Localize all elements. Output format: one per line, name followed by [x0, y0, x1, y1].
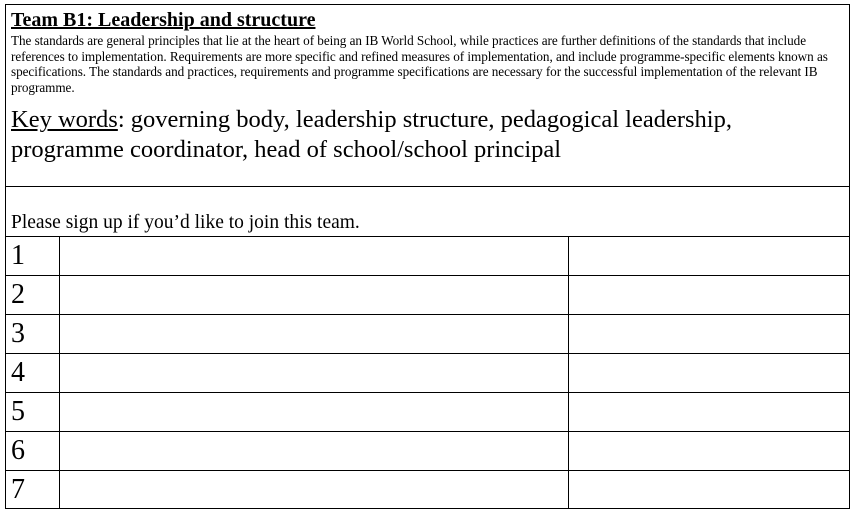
keywords: [11, 105, 844, 165]
row-number: 5: [11, 396, 25, 427]
row-number: 4: [11, 357, 25, 388]
table-row: [6, 315, 849, 354]
row-number: 2: [11, 279, 25, 310]
team-info-block: [6, 5, 849, 187]
table-row: [6, 354, 849, 393]
table-row: [6, 432, 849, 471]
name-cell[interactable]: [59, 315, 569, 353]
table-row: [6, 471, 849, 508]
team-title: Team B1: Leadership and structure: [11, 9, 316, 31]
team-description: The standards are general principles that lie at the heart of being an IB World School, while practices are further definitions of the standards that include references to implementation. Requirements are more specific and refined measures of implementation, and include programme-specific elements known as specifications. The standards and practices, requirements and programme specifications are necessary for the successful implementation of the relevant IB programme.: [11, 33, 828, 95]
row-number: 1: [11, 240, 25, 271]
keywords-label: Key words: [11, 106, 118, 134]
extra-cell[interactable]: [569, 354, 849, 392]
extra-cell[interactable]: [569, 393, 849, 431]
table-row: [6, 276, 849, 315]
name-cell[interactable]: [59, 276, 569, 314]
extra-cell[interactable]: [569, 315, 849, 353]
keywords-text: : governing body, leadership structure, pedagogical leadership, programme coordinator, head of school/school principal: [11, 106, 732, 164]
name-cell[interactable]: [59, 432, 569, 470]
signup-prompt-block: [6, 187, 849, 237]
name-cell[interactable]: [59, 354, 569, 392]
row-number: 7: [11, 474, 25, 505]
signup-table: [6, 237, 849, 508]
signup-prompt: Please sign up if you’d like to join this team.: [11, 212, 360, 233]
row-number: 6: [11, 435, 25, 466]
extra-cell[interactable]: [569, 237, 849, 275]
extra-cell[interactable]: [569, 471, 849, 508]
extra-cell[interactable]: [569, 432, 849, 470]
table-row: [6, 237, 849, 276]
table-row: [6, 393, 849, 432]
name-cell[interactable]: [59, 393, 569, 431]
extra-cell[interactable]: [569, 276, 849, 314]
row-number: 3: [11, 318, 25, 349]
name-cell[interactable]: [59, 471, 569, 508]
signup-sheet: [5, 4, 850, 509]
name-cell[interactable]: [59, 237, 569, 275]
